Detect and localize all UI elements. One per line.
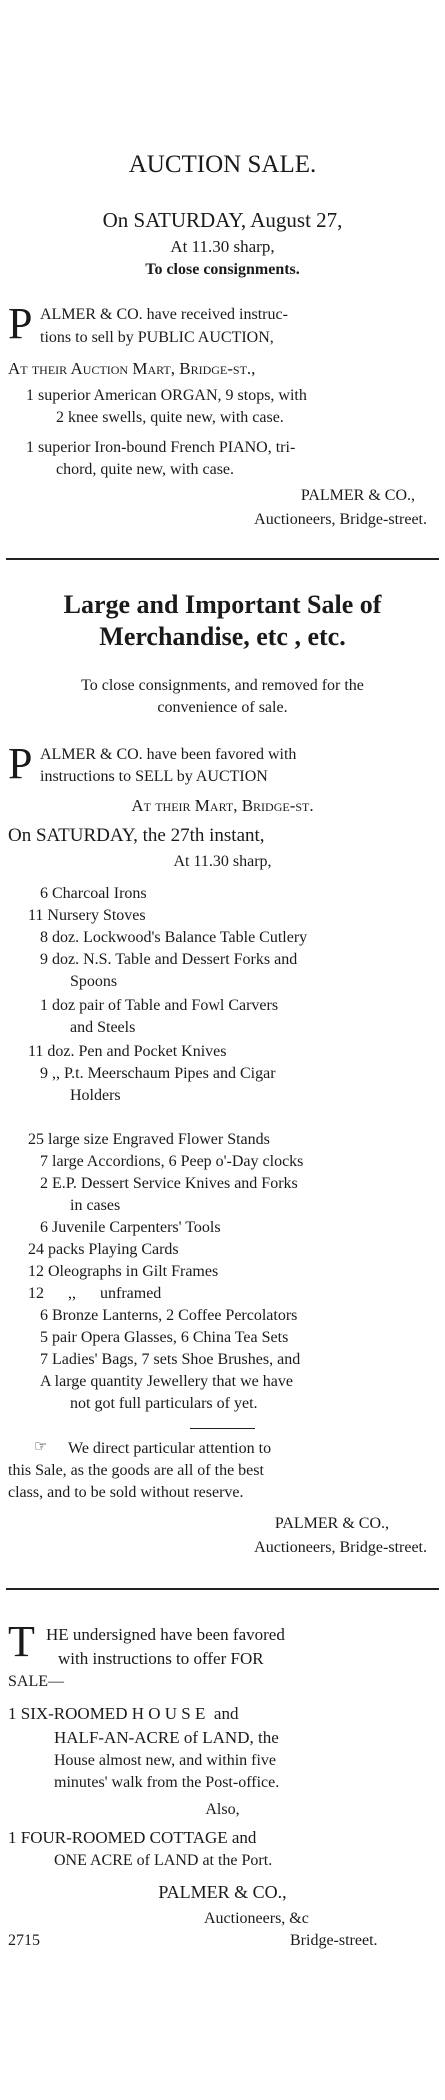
ad2-note-line-1: We direct particular attention to: [68, 1440, 272, 1457]
ad1-purpose-line: To close consignments.: [145, 261, 300, 278]
ad3-also: Also,: [205, 1801, 240, 1818]
ad1-intro-line-2: tions to sell by PUBLIC AUCTION,: [40, 329, 274, 346]
ad1-signature-title: Auctioneers, Bridge-street.: [254, 511, 427, 528]
list-item: not got full particulars of yet.: [70, 1395, 258, 1412]
list-item: 1 doz pair of Table and Fowl Carvers: [40, 997, 279, 1014]
list-item: in cases: [70, 1197, 121, 1214]
list-item: Holders: [70, 1087, 121, 1104]
ad1-intro-line-1: ALMER & CO. have received instruc-: [40, 306, 288, 323]
ad3-item-1-line-1: 1 SIX-ROOMED H O U S E and: [8, 1704, 239, 1723]
ad1-item-1-line-1: 1 superior American ORGAN, 9 stops, with: [26, 387, 307, 404]
list-item: 9 ,, P.t. Meerschaum Pipes and Cigar: [40, 1065, 276, 1082]
ad2-location: At their Mart, Bridge-st.: [131, 796, 314, 815]
ad3-intro-line-2: with instructions to offer FOR: [58, 1649, 264, 1668]
list-item: 9 doz. N.S. Table and Dessert Forks and: [40, 951, 298, 968]
ad3-intro-line-3: SALE—: [8, 1673, 64, 1690]
list-item: 24 packs Playing Cards: [28, 1241, 179, 1258]
list-item: 6 Juvenile Carpenters' Tools: [40, 1219, 221, 1236]
ad3-signature-street: Bridge-street.: [290, 1932, 378, 1949]
ad3-signature-name: PALMER & CO.,: [158, 1882, 287, 1902]
short-divider: [190, 1428, 255, 1429]
list-item: 7 Ladies' Bags, 7 sets Shoe Brushes, and: [40, 1351, 301, 1368]
ad3-item-1-line-3: House almost new, and within five: [54, 1752, 277, 1769]
ad2-intro-line-1: ALMER & CO. have been favored with: [40, 746, 297, 763]
pointing-hand-icon: ☞: [34, 1439, 48, 1455]
ad3-signature-title: Auctioneers, &c: [204, 1910, 309, 1927]
ad1-drop-cap: P: [8, 299, 33, 348]
ad2-purpose-line-2: convenience of sale.: [157, 699, 288, 716]
column-divider: [6, 558, 439, 560]
ad1-date-line: On SATURDAY, August 27,: [102, 208, 343, 232]
ad2-time-line: At 11.30 sharp,: [173, 853, 272, 870]
list-item: 12 Oleographs in Gilt Frames: [28, 1263, 219, 1280]
ad2-note-line-2: this Sale, as the goods are all of the best: [8, 1462, 264, 1479]
ad2-signature-name: PALMER & CO.,: [274, 1515, 389, 1532]
ad1-signature-name: PALMER & CO.,: [300, 487, 415, 504]
ad1-item-2-line-2: chord, quite new, with case.: [56, 461, 235, 478]
list-item: 7 large Accordions, 6 Peep o'-Day clocks: [40, 1153, 304, 1170]
ad2-intro-line-2: instructions to SELL by AUCTION: [40, 768, 268, 785]
ad3-intro-line-1: HE undersigned have been favored: [46, 1625, 285, 1644]
ad3-item-1-line-4: minutes' walk from the Post-office.: [54, 1774, 280, 1791]
column-divider: [6, 1588, 439, 1590]
ad3-item-1-line-2: HALF-AN-ACRE of LAND, the: [54, 1728, 279, 1747]
ad1-time-line: At 11.30 sharp,: [170, 237, 275, 256]
ad3-item-2-line-1: 1 FOUR-ROOMED COTTAGE and: [8, 1828, 257, 1847]
ad1-item-2-line-1: 1 superior Iron-bound French PIANO, tri-: [26, 439, 296, 456]
ad2-title-line-2: Merchandise, etc , etc.: [99, 622, 346, 651]
list-item: 25 large size Engraved Flower Stands: [28, 1131, 270, 1148]
ad3-reference-number: 2715: [8, 1932, 40, 1949]
list-item: 5 pair Opera Glasses, 6 China Tea Sets: [40, 1329, 289, 1346]
ad2-signature-title: Auctioneers, Bridge-street.: [254, 1539, 427, 1556]
ad2-note-line-3: class, and to be sold without reserve.: [8, 1484, 244, 1501]
list-item: 8 doz. Lockwood's Balance Table Cutlery: [40, 929, 308, 946]
list-item: 2 E.P. Dessert Service Knives and Forks: [40, 1175, 298, 1192]
ad2-drop-cap: P: [8, 739, 33, 788]
ad1-location: At their Auction Mart, Bridge-st.,: [8, 359, 256, 378]
list-item: 12 ,, unframed: [28, 1285, 162, 1302]
list-item: A large quantity Jewellery that we have: [40, 1373, 293, 1390]
list-item: Spoons: [70, 973, 118, 990]
ad2-date-line: On SATURDAY, the 27th instant,: [8, 825, 265, 846]
ad2-title-line-1: Large and Important Sale of: [63, 590, 382, 619]
list-item: 11 Nursery Stoves: [28, 907, 146, 924]
list-item: 6 Bronze Lanterns, 2 Coffee Percolators: [40, 1307, 298, 1324]
ad3-item-2-line-2: ONE ACRE of LAND at the Port.: [54, 1852, 273, 1869]
ad2-purpose-line-1: To close consignments, and removed for the: [81, 677, 364, 694]
list-item: and Steels: [70, 1019, 136, 1036]
list-item: 11 doz. Pen and Pocket Knives: [28, 1043, 227, 1060]
ad1-title: AUCTION SALE.: [128, 151, 317, 178]
ad3-drop-cap: T: [8, 1617, 35, 1666]
ad1-item-1-line-2: 2 knee swells, quite new, with case.: [56, 409, 284, 426]
list-item: 6 Charcoal Irons: [40, 885, 147, 902]
